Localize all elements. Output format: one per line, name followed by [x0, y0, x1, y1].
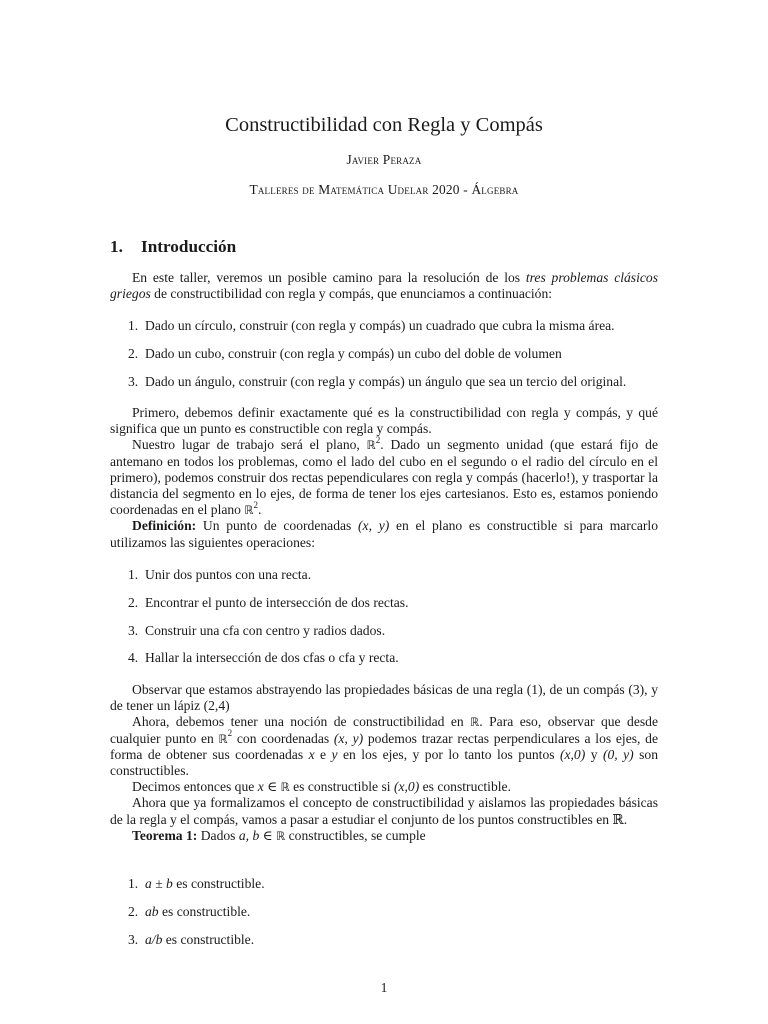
list-item: 1. a ± b es constructible. — [128, 876, 265, 891]
list-item: 3. a/b es constructible. — [128, 931, 255, 947]
paragraph: Nuestro lugar de trabajo será el plano, ℝ$^2$. Dado un segmento unidad (que estará fijo de antemano en todos los problemas, como el lado del cubo en el segundo o el radio del círculo en el primero), podemos construir dos rectas pependiculares con regla y compás (hacerlo!), y trasportar la distancia del segmento en lo ejes, de forma de tener los ejes cartesianos. Esto es, estamos poniendo coordenadas en el plano ℝ$^2$. — [110, 434, 659, 518]
list-number: 1. — [128, 318, 139, 333]
intro-paragraph — [110, 270, 658, 302]
author-name: Javier Peraza — [346, 152, 422, 167]
definition-label: Definición: — [132, 518, 197, 534]
list-item — [110, 374, 658, 390]
paper-title: Constructibilidad con Regla y Compás — [225, 114, 543, 136]
paragraph: Primero, debemos definir exactamente qué es la constructibilidad con regla y compás, y qué significa que un punto es constructible con regla y compás. — [110, 405, 658, 437]
paragraph: Ahora que ya formalizamos el concepto de constructibilidad y aislamos las propiedades básicas de la regla y el compás, vamos a pasar a estudiar el conjunto de los puntos constructibles en ℝ. — [110, 795, 658, 827]
body-paragraphs-2 — [110, 682, 658, 844]
document-page — [110, 0, 658, 1024]
intro-emphasis: tres problemas clásicos griegos — [110, 270, 658, 302]
paragraph: Decimos entonces que x ∈ ℝ es constructible si (x,0) es constructible. — [132, 779, 511, 795]
paragraph: Observar que estamos abstrayendo las propiedades básicas de una regla (1), de un compás (3), y de tener un lápiz (2,4) — [110, 682, 658, 714]
problems-list — [110, 318, 658, 390]
list-item: 1. Unir dos puntos con una recta. — [128, 567, 312, 582]
operations-list — [110, 567, 658, 667]
section-heading — [110, 236, 236, 258]
list-item — [110, 318, 658, 334]
list-number: 3. — [128, 373, 139, 389]
theorem-paragraph: Teorema 1: Dados a, b ∈ ℝ constructibles, se cumple — [132, 827, 426, 843]
intro-text: En este taller, veremos un posible camino para la resolución de los — [132, 270, 526, 285]
list-item — [110, 346, 658, 362]
paragraph: Ahora, debemos tener una noción de constructibilidad en ℝ. Para eso, observar que desde cualquier punto en ℝ$^2$ con coordenadas (x, y) podemos trazar rectas perpendiculares a los ejes, de forma de obtener sus coordenadas x e y en los ejes, y por lo tanto los puntos (x,0) y (0, y) son constructibles. — [110, 714, 658, 779]
list-text: Dado un cubo, construir (con regla y compás) un cubo del doble de volumen — [145, 345, 562, 361]
section-title: Introducción — [141, 237, 237, 256]
list-text: Dado un ángulo, construir (con regla y compás) un ángulo que sea un tercio del original. — [145, 373, 627, 389]
list-number: 2. — [128, 345, 139, 361]
list-item: 2. Encontrar el punto de intersección de dos rectas. — [128, 594, 409, 610]
section-number: 1. — [110, 237, 123, 256]
list-item: 2. ab es constructible. — [128, 903, 251, 919]
list-item: 3. Construir una cfa con centro y radios dados. — [128, 622, 386, 638]
list-text: Dado un círculo, construir (con regla y compás) un cuadrado que cubra la misma área. — [145, 318, 615, 333]
definition-paragraph: Definición: Un punto de coordenadas (x, y) en el plano es constructible si para marcarlo utilizamos las siguientes operaciones: — [110, 518, 659, 550]
results-list — [110, 876, 658, 948]
list-item: 4. Hallar la intersección de dos cfas o cfa y recta. — [128, 650, 399, 666]
intro-text-end: de constructibilidad con regla y compás, que enunciamos a continuación: — [150, 286, 553, 302]
theorem-label: Teorema 1: — [132, 827, 198, 843]
body-paragraphs — [110, 405, 658, 551]
page-number: 1 — [380, 980, 388, 995]
affiliation: Talleres de Matemática Udelar 2020 - Álgebra — [249, 182, 519, 197]
